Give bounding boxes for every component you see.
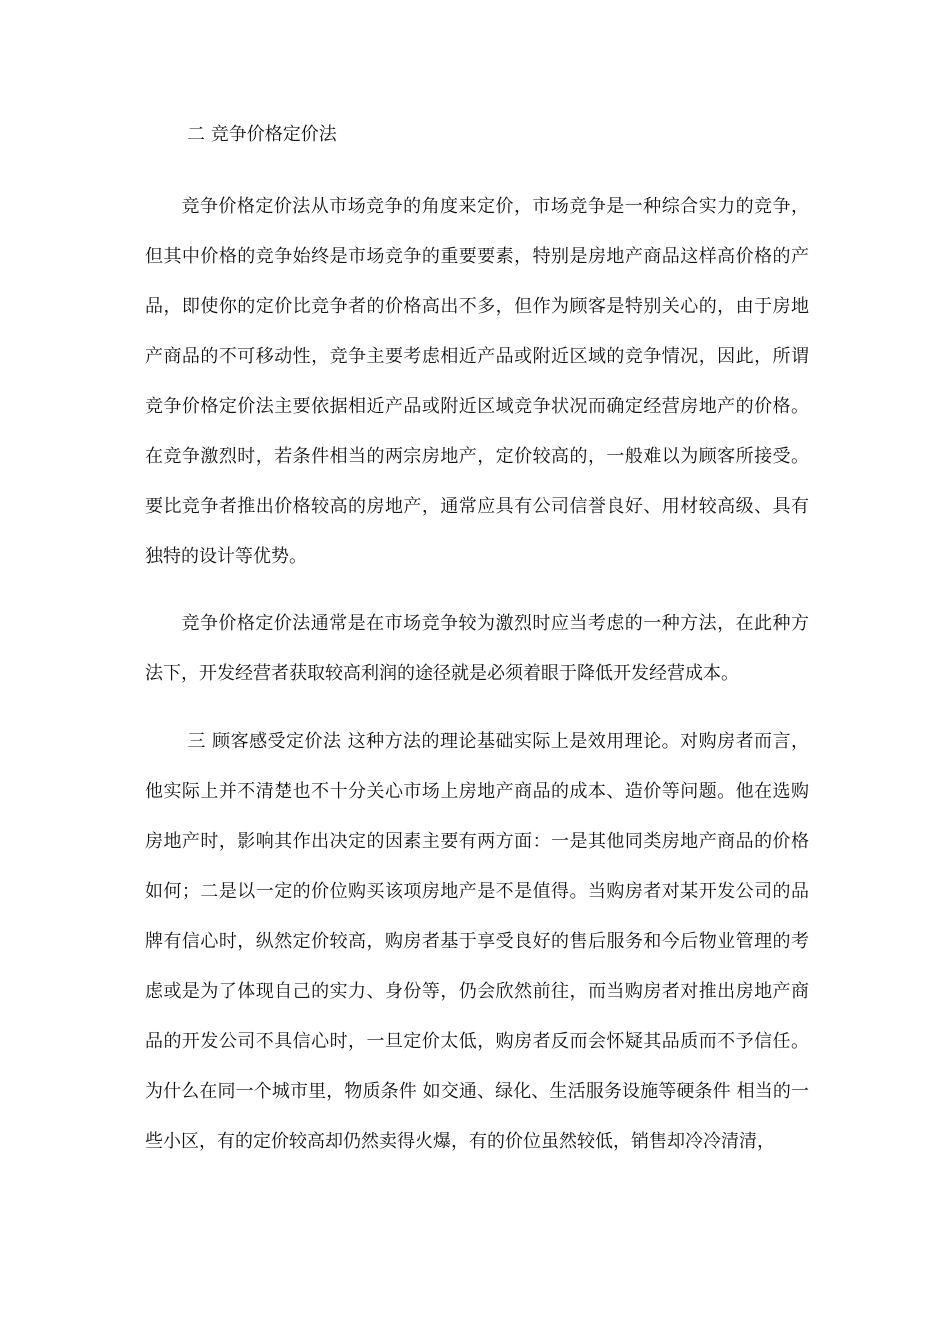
paragraph-text: 竞争价格定价法通常是在市场竞争较为激烈时应当考虑的一种方法，在此种方法下，开发经营者获取较高利润的途径就是必须着眼于降低开发经营成本。: [145, 613, 809, 684]
paragraph-text: 三 顾客感受定价法 这种方法的理论基础实际上是效用理论。对购房者而言，他实际上并不清楚也不十分关心市场上房地产商品的成本、造价等问题。他在选购房地产时，影响其作出决定的因素主要有两方面：一是其他同类房地产商品的价格如何；二是以一定的价位购买该项房地产是不是值得。当购房者对某开发公司的品牌有信心时，纵然定价较高，购房者基于享受良好的售后服务和今后物业管理的考虑或是为了体现自己的实力、身份等，仍会欣然前往，而当购房者对推出房地产商品的开发公司不具信心时，一旦定价太低，购房者反而会怀疑其品质而不予信任。为什么在同一个城市里，物质条件 如交通、绿化、生活服务设施等硬条件 相当的一些小区，有的定价较高却仍然卖得火爆，有的价位虽然较低，销售却冷冷清清，: [145, 731, 809, 1152]
paragraph-text: 竞争价格定价法从市场竞争的角度来定价，市场竞争是一种综合实力的竞争，但其中价格的竞争始终是市场竞争的重要要素，特别是房地产商品这样高价格的产品，即使你的定价比竞争者的价格高出不多，但作为顾客是特别关心的，由于房地产商品的不可移动性，竞争主要考虑相近产品或附近区域的竞争情况，因此，所谓竞争价格定价法主要依据相近产品或附近区域竞争状况而确定经营房地产的价格。在竞争激烈时，若条件相当的两宗房地产，定价较高的，一般难以为顾客所接受。要比竞争者推出价格较高的房地产，通常应具有公司信誉良好、用材较高级、具有独特的设计等优势。: [145, 196, 809, 567]
paragraph-customer-perception-pricing: [145, 717, 809, 1167]
paragraph-competitive-pricing-intro: [145, 182, 809, 582]
paragraph-competitive-pricing-conclusion: [145, 599, 809, 699]
section-heading-competitive-pricing: 二 竞争价格定价法: [187, 124, 337, 145]
